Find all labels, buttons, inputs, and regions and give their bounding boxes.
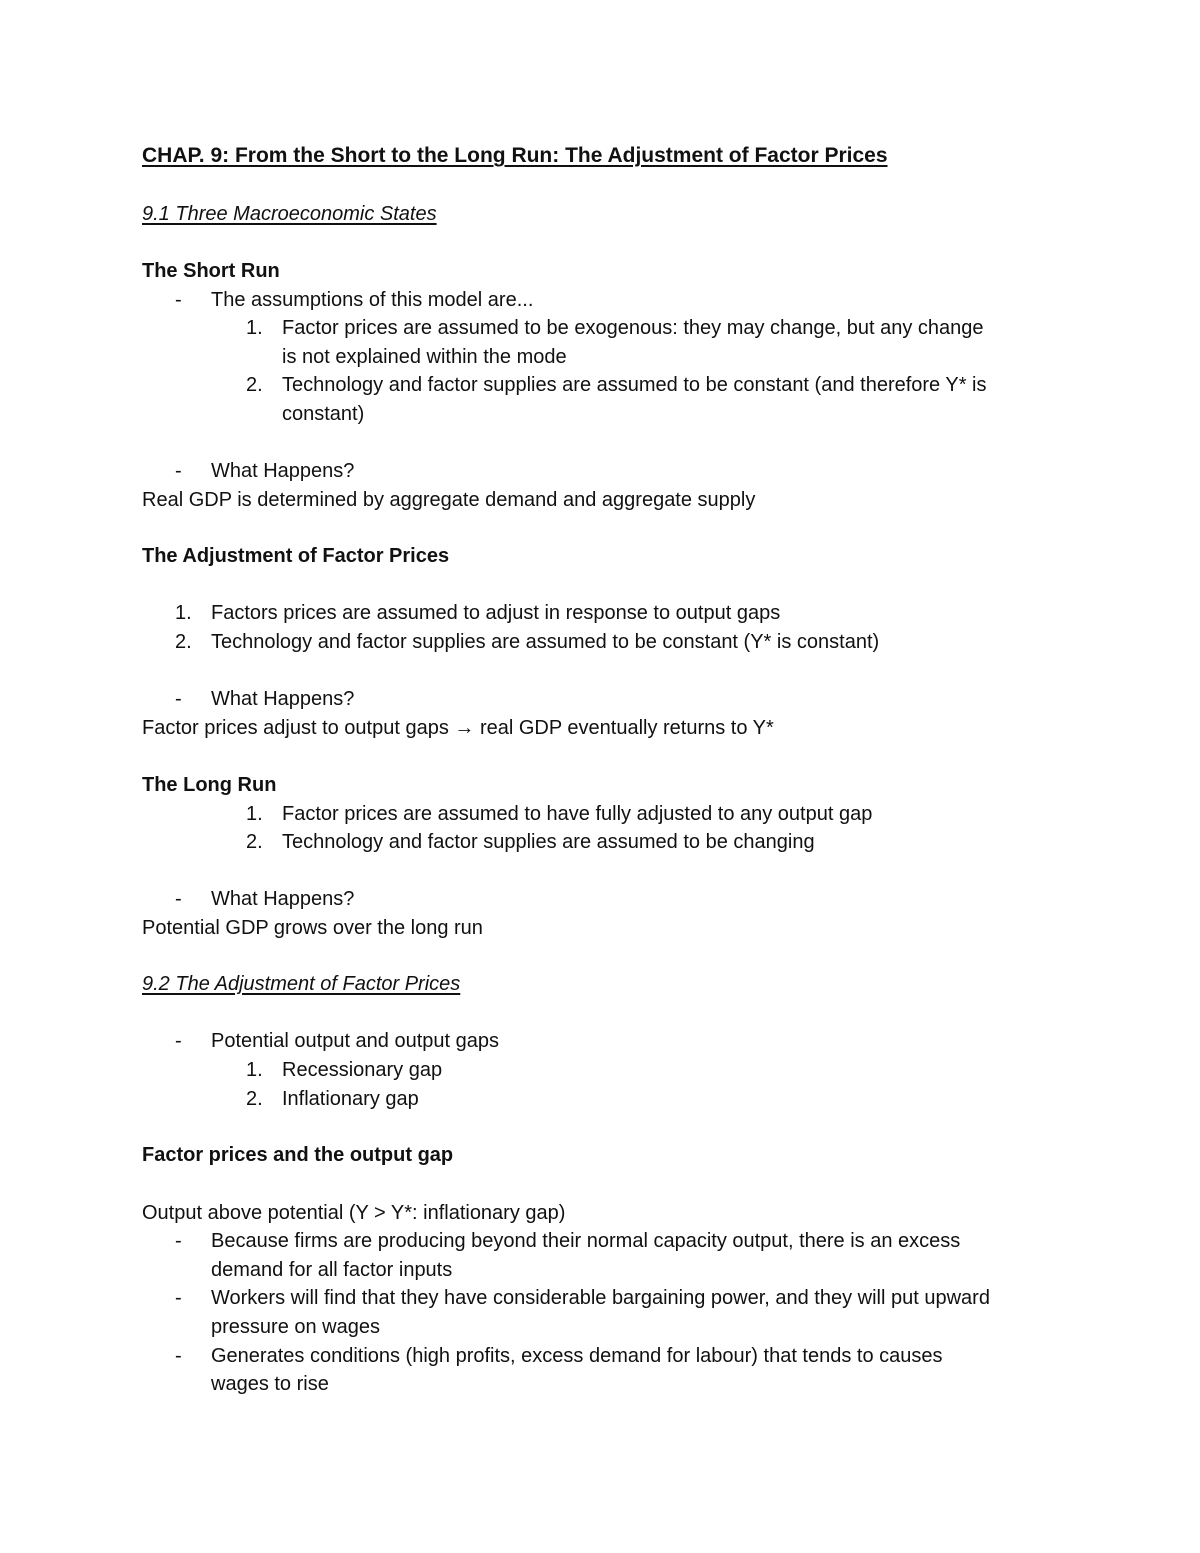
bullet-dash: -	[175, 289, 182, 311]
bullet-dash: -	[175, 888, 182, 910]
bullet-dash: -	[175, 1030, 182, 1052]
factor-gap-bullet-3-cont: wages to rise	[211, 1373, 329, 1395]
adjustment-item-2: Technology and factor supplies are assumed to be constant (Y* is constant)	[211, 631, 880, 653]
factor-gap-bullet-2-cont: pressure on wages	[211, 1316, 380, 1338]
factor-gap-bullet-2: Workers will find that they have considerable bargaining power, and they will put upward	[211, 1287, 990, 1309]
long-run-item-1: Factor prices are assumed to have fully adjusted to any output gap	[282, 803, 873, 825]
short-run-item-2-cont: constant)	[282, 403, 365, 425]
long-run-heading: The Long Run	[142, 774, 277, 796]
factor-gap-bullet-1: Because firms are producing beyond their normal capacity output, there is an excess	[211, 1230, 961, 1252]
list-number: 2.	[246, 1088, 263, 1110]
factor-gap-bullet-3: Generates conditions (high profits, excess demand for labour) that tends to causes	[211, 1345, 943, 1367]
factor-gap-heading: Factor prices and the output gap	[142, 1144, 454, 1166]
bullet-dash: -	[175, 460, 182, 482]
list-number: 1.	[175, 602, 192, 624]
gaps-item-1: Recessionary gap	[282, 1059, 443, 1081]
short-run-heading: The Short Run	[142, 260, 280, 282]
long-run-question: What Happens?	[211, 888, 355, 910]
section-heading-9-2: 9.2 The Adjustment of Factor Prices	[142, 973, 461, 995]
page-title: CHAP. 9: From the Short to the Long Run: The Adjustment of Factor Prices	[142, 144, 888, 167]
bullet-dash: -	[175, 688, 182, 710]
short-run-item-1-cont: is not explained within the mode	[282, 346, 567, 368]
short-run-item-1: Factor prices are assumed to be exogenous: they may change, but any change	[282, 317, 984, 339]
section-heading-9-1: 9.1 Three Macroeconomic States	[142, 203, 437, 225]
gaps-bullet: Potential output and output gaps	[211, 1030, 500, 1052]
list-number: 2.	[246, 831, 263, 853]
long-run-answer: Potential GDP grows over the long run	[142, 917, 483, 939]
list-number: 1.	[246, 1059, 263, 1081]
list-number: 2.	[246, 374, 263, 396]
list-number: 2.	[175, 631, 192, 653]
adjustment-answer: Factor prices adjust to output gaps → real GDP eventually returns to Y*	[142, 717, 774, 739]
long-run-item-2: Technology and factor supplies are assumed to be changing	[282, 831, 815, 853]
short-run-question: What Happens?	[211, 460, 355, 482]
adjustment-question: What Happens?	[211, 688, 355, 710]
short-run-assumptions: The assumptions of this model are...	[211, 289, 534, 311]
bullet-dash: -	[175, 1230, 182, 1252]
bullet-dash: -	[175, 1345, 182, 1367]
list-number: 1.	[246, 803, 263, 825]
factor-gap-intro: Output above potential (Y > Y*: inflationary gap)	[142, 1202, 566, 1224]
bullet-dash: -	[175, 1287, 182, 1309]
gaps-item-2: Inflationary gap	[282, 1088, 419, 1110]
list-number: 1.	[246, 317, 263, 339]
factor-gap-bullet-1-cont: demand for all factor inputs	[211, 1259, 453, 1281]
short-run-item-2: Technology and factor supplies are assumed to be constant (and therefore Y* is	[282, 374, 987, 396]
short-run-answer: Real GDP is determined by aggregate demand and aggregate supply	[142, 489, 756, 511]
adjustment-item-1: Factors prices are assumed to adjust in response to output gaps	[211, 602, 781, 624]
adjustment-heading: The Adjustment of Factor Prices	[142, 545, 450, 567]
